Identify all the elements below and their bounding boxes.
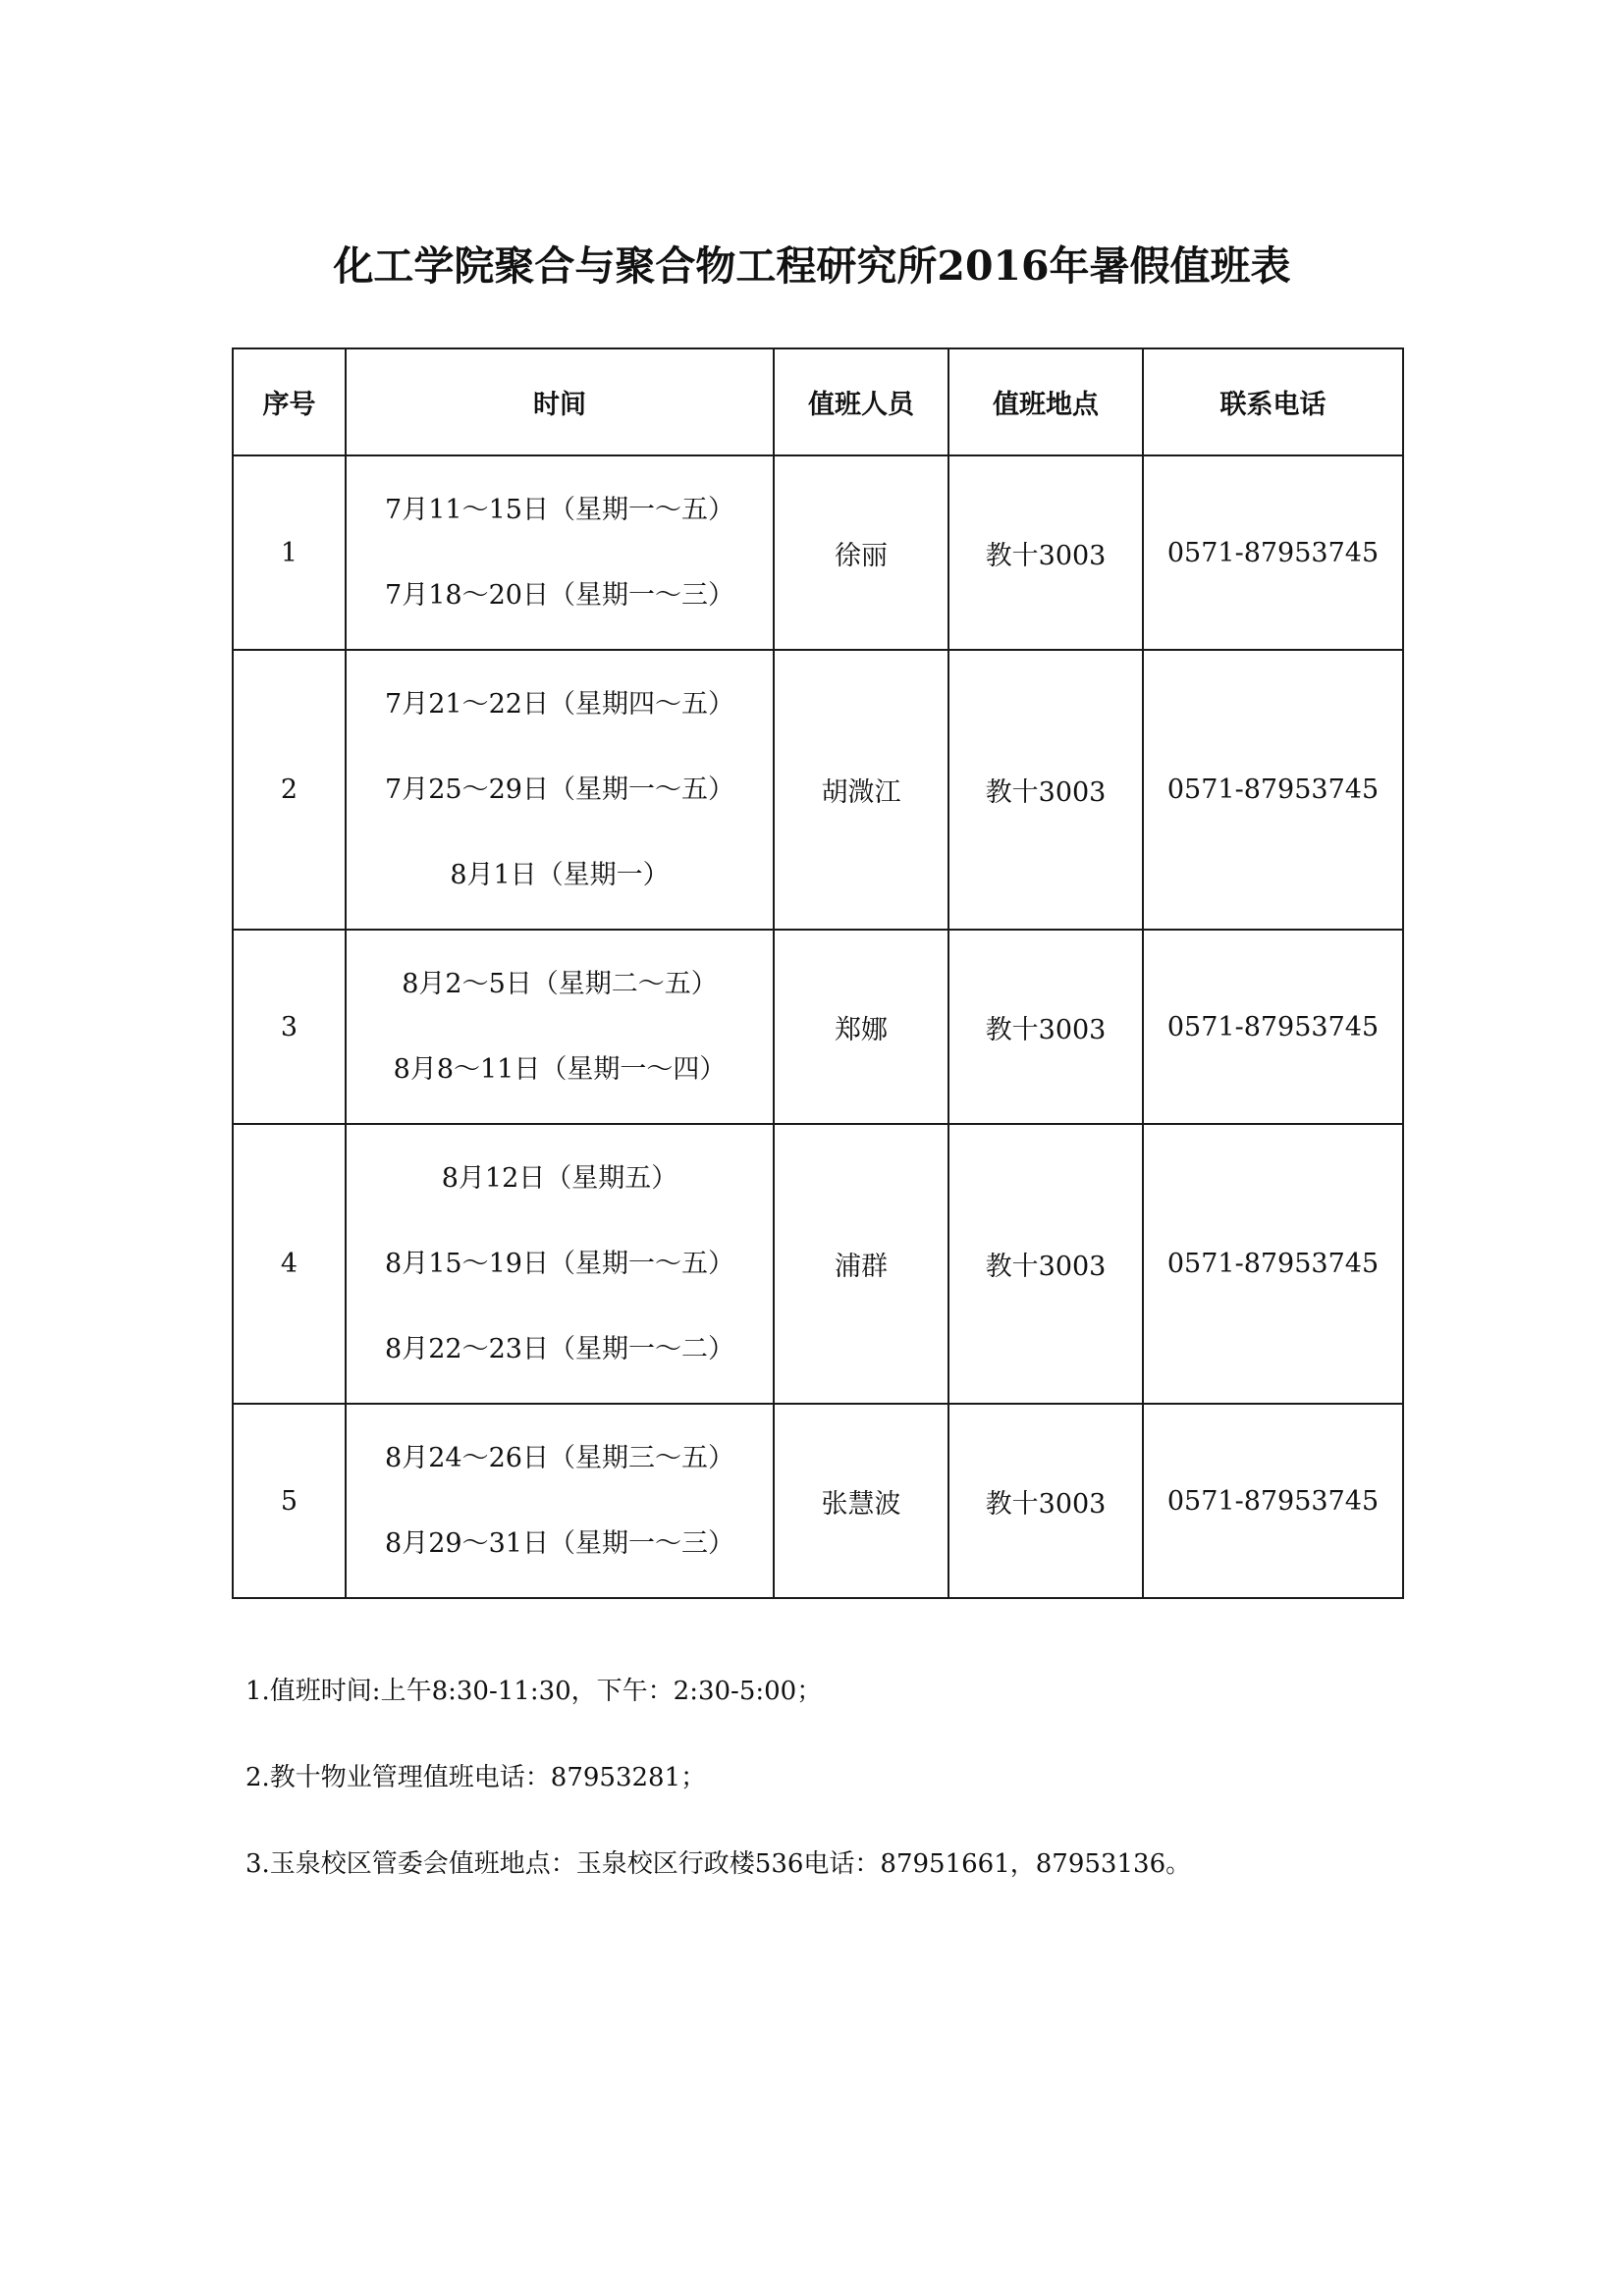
row-time <box>346 1404 774 1598</box>
row-time <box>346 930 774 1124</box>
row-phone: 0571-87953745 <box>1143 930 1403 1124</box>
row-phone: 0571-87953745 <box>1143 1404 1403 1598</box>
note-item: 3.玉泉校区管委会值班地点：玉泉校区行政楼536电话：87951661，87953136。 <box>245 1849 1192 1879</box>
time-line: 8月2～5日（星期二～五） <box>402 969 718 999</box>
time-line: 8月24～26日（星期三～五） <box>385 1443 734 1473</box>
table-row <box>233 455 1403 650</box>
row-person: 郑娜 <box>774 930 948 1124</box>
row-person: 张慧波 <box>774 1404 948 1598</box>
table-row <box>233 1404 1403 1598</box>
header-time: 时间 <box>346 348 774 455</box>
row-location: 教十3003 <box>948 1404 1143 1598</box>
row-location: 教十3003 <box>948 930 1143 1124</box>
document-title: 化工学院聚合与聚合物工程研究所2016年暑假值班表 <box>333 242 1291 290</box>
time-line: 8月12日（星期五） <box>441 1163 678 1194</box>
row-time <box>346 455 774 650</box>
time-line: 8月15～19日（星期一～五） <box>385 1249 734 1279</box>
duty-schedule-table <box>232 347 1404 1599</box>
row-index: 1 <box>233 455 346 650</box>
row-index: 5 <box>233 1404 346 1598</box>
row-phone: 0571-87953745 <box>1143 1124 1403 1404</box>
row-index: 2 <box>233 650 346 930</box>
time-line: 7月18～20日（星期一～三） <box>385 580 734 611</box>
time-line: 8月8～11日（星期一～四） <box>393 1054 727 1085</box>
table-row <box>233 650 1403 930</box>
header-index: 序号 <box>233 348 346 455</box>
row-person: 胡溦江 <box>774 650 948 930</box>
row-phone: 0571-87953745 <box>1143 650 1403 930</box>
row-person: 浦群 <box>774 1124 948 1404</box>
row-location: 教十3003 <box>948 455 1143 650</box>
table-row <box>233 1124 1403 1404</box>
time-line: 7月11～15日（星期一～五） <box>385 495 734 525</box>
row-time <box>346 650 774 930</box>
header-person: 值班人员 <box>774 348 948 455</box>
time-line: 8月29～31日（星期一～三） <box>385 1528 734 1559</box>
time-line: 7月25～29日（星期一～五） <box>385 774 734 805</box>
row-location: 教十3003 <box>948 1124 1143 1404</box>
time-line: 8月22～23日（星期一～二） <box>385 1334 734 1364</box>
note-item: 1.值班时间:上午8:30-11:30，下午：2:30-5:00； <box>245 1677 823 1706</box>
row-index: 3 <box>233 930 346 1124</box>
table-row <box>233 930 1403 1124</box>
row-person: 徐丽 <box>774 455 948 650</box>
table-header-row <box>233 348 1403 455</box>
note-item: 2.教十物业管理值班电话：87953281； <box>245 1763 707 1792</box>
row-phone: 0571-87953745 <box>1143 455 1403 650</box>
row-time <box>346 1124 774 1404</box>
header-phone: 联系电话 <box>1143 348 1403 455</box>
row-index: 4 <box>233 1124 346 1404</box>
time-line: 7月21～22日（星期四～五） <box>385 689 734 720</box>
notes-section <box>245 1675 1191 1934</box>
time-line: 8月1日（星期一） <box>450 860 670 890</box>
header-location: 值班地点 <box>948 348 1143 455</box>
row-location: 教十3003 <box>948 650 1143 930</box>
